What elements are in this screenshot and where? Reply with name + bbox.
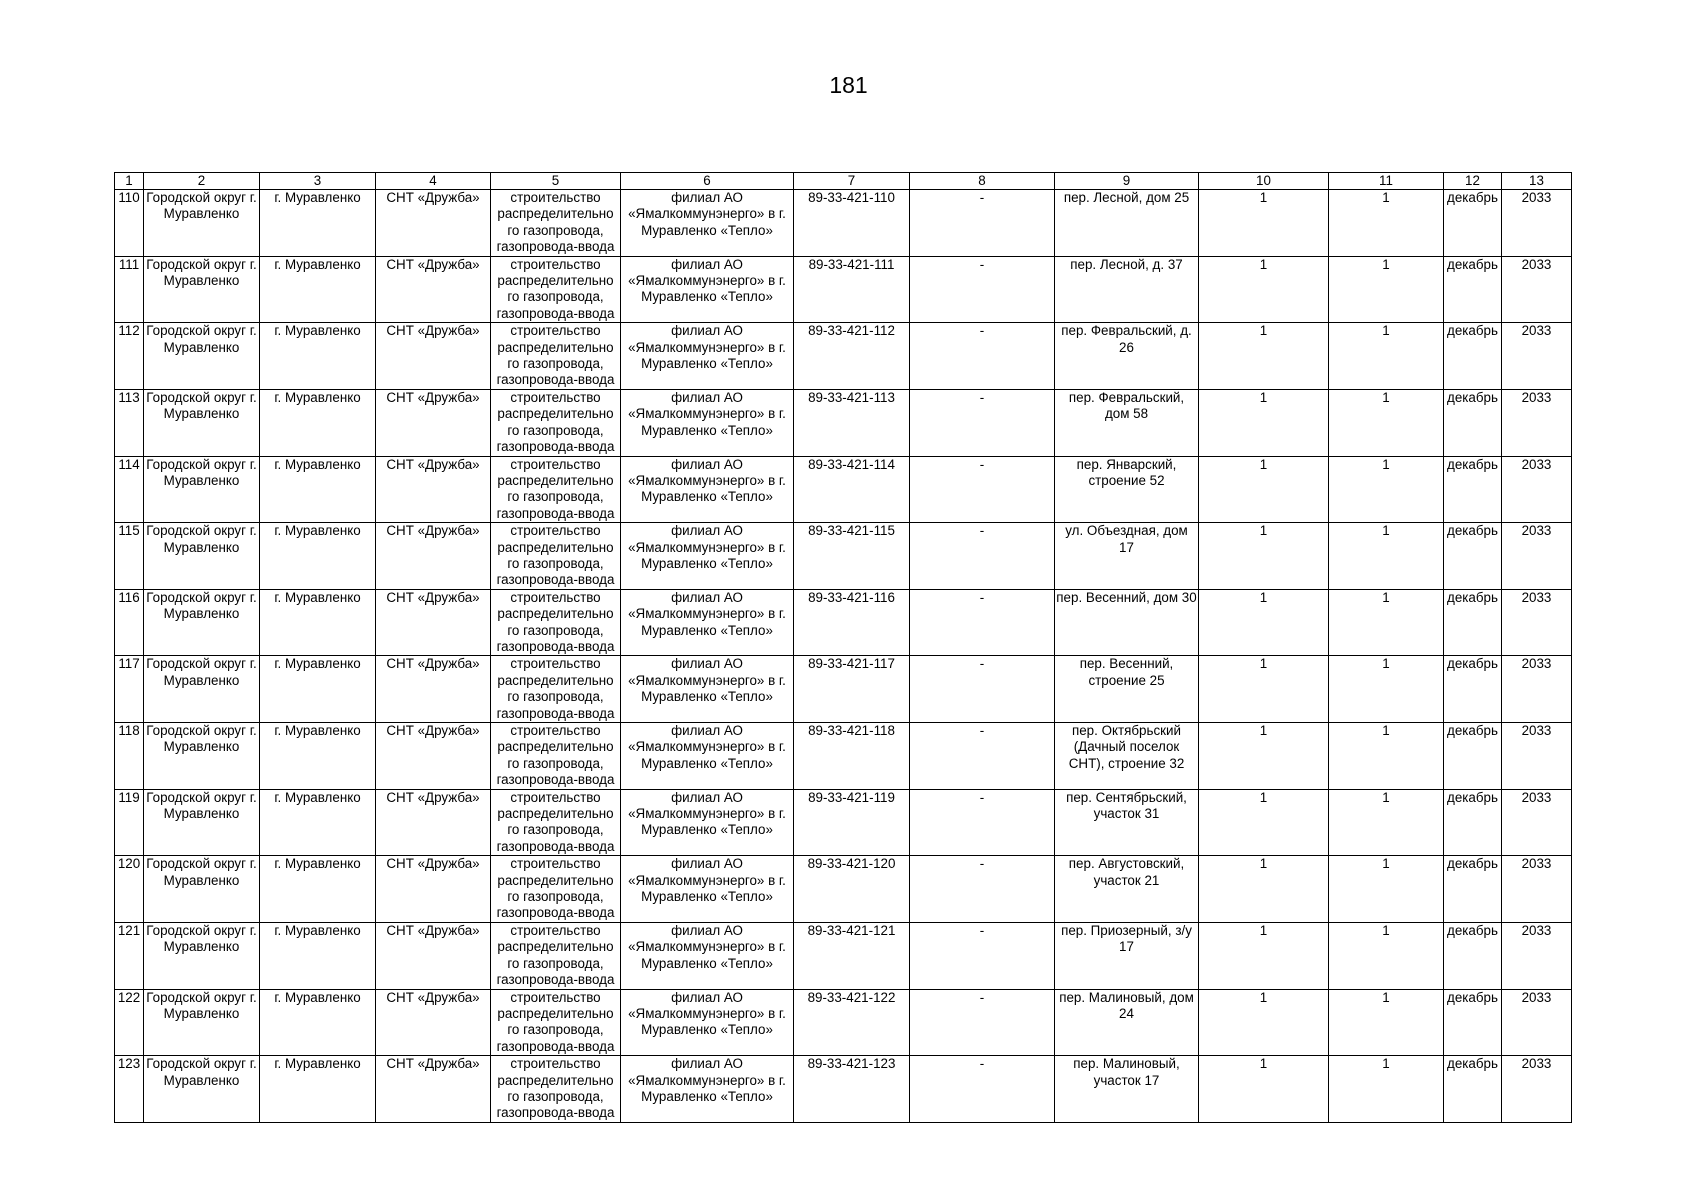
cell-address: пер. Октябрьский (Дачный поселок СНТ), строение 32 (1055, 723, 1199, 790)
table-row (115, 389, 1572, 456)
cell-row-number: 118 (115, 723, 144, 790)
cell-month: декабрь (1444, 523, 1502, 590)
cell-count-b: 1 (1329, 789, 1444, 856)
column-header: 11 (1329, 173, 1444, 190)
cell-object-code: 89-33-421-114 (794, 456, 910, 523)
cell-row-number: 121 (115, 922, 144, 989)
cell-city: г. Муравленко (260, 389, 376, 456)
header-row (115, 173, 1572, 190)
cell-settlement: СНТ «Дружба» (376, 323, 491, 390)
cell-work-type: строительство распределительно го газопровода, газопровода-ввода (491, 589, 621, 656)
cell-year: 2033 (1502, 856, 1572, 923)
cell-dash-cell: - (910, 589, 1055, 656)
cell-city: г. Муравленко (260, 922, 376, 989)
cell-row-number: 117 (115, 656, 144, 723)
cell-count-b: 1 (1329, 922, 1444, 989)
table-row (115, 323, 1572, 390)
column-header: 10 (1199, 173, 1329, 190)
cell-count-b: 1 (1329, 190, 1444, 257)
cell-dash-cell: - (910, 389, 1055, 456)
cell-year: 2033 (1502, 389, 1572, 456)
cell-settlement: СНТ «Дружба» (376, 922, 491, 989)
cell-count-b: 1 (1329, 1056, 1444, 1123)
cell-work-type: строительство распределительно го газопровода, газопровода-ввода (491, 656, 621, 723)
cell-address: пер. Февральский, дом 58 (1055, 389, 1199, 456)
column-header: 8 (910, 173, 1055, 190)
table-row (115, 656, 1572, 723)
cell-address: пер. Весенний, дом 30 (1055, 589, 1199, 656)
column-header: 12 (1444, 173, 1502, 190)
cell-month: декабрь (1444, 589, 1502, 656)
cell-row-number: 110 (115, 190, 144, 257)
cell-district: Городской округ г. Муравленко (144, 656, 260, 723)
cell-count-a: 1 (1199, 456, 1329, 523)
cell-dash-cell: - (910, 256, 1055, 323)
column-header: 6 (621, 173, 794, 190)
cell-count-b: 1 (1329, 723, 1444, 790)
cell-city: г. Муравленко (260, 190, 376, 257)
cell-object-code: 89-33-421-116 (794, 589, 910, 656)
registry-table (114, 172, 1572, 1123)
cell-city: г. Муравленко (260, 323, 376, 390)
cell-dash-cell: - (910, 1056, 1055, 1123)
cell-district: Городской округ г. Муравленко (144, 723, 260, 790)
cell-month: декабрь (1444, 456, 1502, 523)
table-row (115, 523, 1572, 590)
cell-count-a: 1 (1199, 789, 1329, 856)
cell-dash-cell: - (910, 856, 1055, 923)
column-header: 3 (260, 173, 376, 190)
cell-city: г. Муравленко (260, 456, 376, 523)
table-row (115, 589, 1572, 656)
table-header (115, 173, 1572, 190)
cell-row-number: 123 (115, 1056, 144, 1123)
cell-district: Городской округ г. Муравленко (144, 922, 260, 989)
cell-object-code: 89-33-421-123 (794, 1056, 910, 1123)
cell-settlement: СНТ «Дружба» (376, 256, 491, 323)
cell-address: пер. Лесной, дом 25 (1055, 190, 1199, 257)
cell-object-code: 89-33-421-110 (794, 190, 910, 257)
cell-count-a: 1 (1199, 723, 1329, 790)
table-row (115, 856, 1572, 923)
cell-object-code: 89-33-421-120 (794, 856, 910, 923)
cell-row-number: 114 (115, 456, 144, 523)
cell-district: Городской округ г. Муравленко (144, 523, 260, 590)
cell-month: декабрь (1444, 656, 1502, 723)
cell-organization: филиал АО «Ямалкоммунэнерго» в г. Муравленко «Тепло» (621, 190, 794, 257)
cell-address: пер. Малиновый, участок 17 (1055, 1056, 1199, 1123)
cell-organization: филиал АО «Ямалкоммунэнерго» в г. Муравленко «Тепло» (621, 723, 794, 790)
cell-row-number: 120 (115, 856, 144, 923)
cell-organization: филиал АО «Ямалкоммунэнерго» в г. Муравленко «Тепло» (621, 856, 794, 923)
cell-organization: филиал АО «Ямалкоммунэнерго» в г. Муравленко «Тепло» (621, 789, 794, 856)
cell-district: Городской округ г. Муравленко (144, 456, 260, 523)
cell-district: Городской округ г. Муравленко (144, 323, 260, 390)
cell-count-a: 1 (1199, 389, 1329, 456)
cell-organization: филиал АО «Ямалкоммунэнерго» в г. Муравленко «Тепло» (621, 523, 794, 590)
page-number: 181 (829, 72, 868, 98)
cell-dash-cell: - (910, 190, 1055, 257)
cell-row-number: 113 (115, 389, 144, 456)
cell-organization: филиал АО «Ямалкоммунэнерго» в г. Муравленко «Тепло» (621, 256, 794, 323)
cell-dash-cell: - (910, 523, 1055, 590)
cell-year: 2033 (1502, 789, 1572, 856)
cell-settlement: СНТ «Дружба» (376, 723, 491, 790)
cell-year: 2033 (1502, 256, 1572, 323)
cell-count-b: 1 (1329, 589, 1444, 656)
table-body (115, 190, 1572, 1123)
cell-dash-cell: - (910, 656, 1055, 723)
cell-month: декабрь (1444, 922, 1502, 989)
cell-month: декабрь (1444, 856, 1502, 923)
cell-count-a: 1 (1199, 922, 1329, 989)
cell-work-type: строительство распределительно го газопровода, газопровода-ввода (491, 856, 621, 923)
cell-year: 2033 (1502, 922, 1572, 989)
cell-year: 2033 (1502, 323, 1572, 390)
column-header: 13 (1502, 173, 1572, 190)
cell-object-code: 89-33-421-115 (794, 523, 910, 590)
cell-month: декабрь (1444, 1056, 1502, 1123)
cell-row-number: 119 (115, 789, 144, 856)
cell-settlement: СНТ «Дружба» (376, 523, 491, 590)
cell-dash-cell: - (910, 789, 1055, 856)
cell-city: г. Муравленко (260, 989, 376, 1056)
table-row (115, 256, 1572, 323)
cell-year: 2033 (1502, 989, 1572, 1056)
table-row (115, 1056, 1572, 1123)
cell-work-type: строительство распределительно го газопровода, газопровода-ввода (491, 190, 621, 257)
cell-dash-cell: - (910, 456, 1055, 523)
cell-address: пер. Приозерный, з/у 17 (1055, 922, 1199, 989)
cell-settlement: СНТ «Дружба» (376, 389, 491, 456)
cell-count-a: 1 (1199, 256, 1329, 323)
cell-count-a: 1 (1199, 190, 1329, 257)
cell-object-code: 89-33-421-113 (794, 389, 910, 456)
cell-count-b: 1 (1329, 856, 1444, 923)
cell-year: 2033 (1502, 523, 1572, 590)
cell-district: Городской округ г. Муравленко (144, 1056, 260, 1123)
table-row (115, 922, 1572, 989)
cell-object-code: 89-33-421-118 (794, 723, 910, 790)
cell-settlement: СНТ «Дружба» (376, 190, 491, 257)
cell-work-type: строительство распределительно го газопровода, газопровода-ввода (491, 389, 621, 456)
cell-count-a: 1 (1199, 856, 1329, 923)
cell-dash-cell: - (910, 323, 1055, 390)
cell-count-a: 1 (1199, 1056, 1329, 1123)
cell-month: декабрь (1444, 323, 1502, 390)
cell-object-code: 89-33-421-111 (794, 256, 910, 323)
cell-year: 2033 (1502, 456, 1572, 523)
cell-row-number: 116 (115, 589, 144, 656)
cell-city: г. Муравленко (260, 789, 376, 856)
cell-city: г. Муравленко (260, 856, 376, 923)
cell-count-b: 1 (1329, 389, 1444, 456)
cell-address: пер. Январский, строение 52 (1055, 456, 1199, 523)
cell-count-a: 1 (1199, 989, 1329, 1056)
cell-count-a: 1 (1199, 523, 1329, 590)
cell-settlement: СНТ «Дружба» (376, 989, 491, 1056)
column-header: 9 (1055, 173, 1199, 190)
cell-object-code: 89-33-421-117 (794, 656, 910, 723)
cell-address: пер. Августовский, участок 21 (1055, 856, 1199, 923)
cell-row-number: 115 (115, 523, 144, 590)
cell-work-type: строительство распределительно го газопровода, газопровода-ввода (491, 723, 621, 790)
cell-year: 2033 (1502, 723, 1572, 790)
cell-object-code: 89-33-421-121 (794, 922, 910, 989)
cell-organization: филиал АО «Ямалкоммунэнерго» в г. Муравленко «Тепло» (621, 589, 794, 656)
table-row (115, 456, 1572, 523)
cell-count-b: 1 (1329, 256, 1444, 323)
cell-row-number: 111 (115, 256, 144, 323)
cell-settlement: СНТ «Дружба» (376, 656, 491, 723)
cell-organization: филиал АО «Ямалкоммунэнерго» в г. Муравленко «Тепло» (621, 922, 794, 989)
cell-object-code: 89-33-421-122 (794, 989, 910, 1056)
cell-dash-cell: - (910, 989, 1055, 1056)
cell-count-b: 1 (1329, 523, 1444, 590)
cell-count-b: 1 (1329, 989, 1444, 1056)
cell-settlement: СНТ «Дружба» (376, 789, 491, 856)
cell-organization: филиал АО «Ямалкоммунэнерго» в г. Муравленко «Тепло» (621, 1056, 794, 1123)
cell-count-b: 1 (1329, 323, 1444, 390)
cell-month: декабрь (1444, 256, 1502, 323)
cell-work-type: строительство распределительно го газопровода, газопровода-ввода (491, 523, 621, 590)
table-row (115, 789, 1572, 856)
cell-organization: филиал АО «Ямалкоммунэнерго» в г. Муравленко «Тепло» (621, 456, 794, 523)
cell-work-type: строительство распределительно го газопровода, газопровода-ввода (491, 1056, 621, 1123)
cell-city: г. Муравленко (260, 723, 376, 790)
cell-city: г. Муравленко (260, 523, 376, 590)
cell-address: пер. Лесной, д. 37 (1055, 256, 1199, 323)
cell-dash-cell: - (910, 723, 1055, 790)
cell-work-type: строительство распределительно го газопровода, газопровода-ввода (491, 789, 621, 856)
cell-district: Городской округ г. Муравленко (144, 190, 260, 257)
cell-settlement: СНТ «Дружба» (376, 856, 491, 923)
cell-work-type: строительство распределительно го газопровода, газопровода-ввода (491, 323, 621, 390)
cell-work-type: строительство распределительно го газопровода, газопровода-ввода (491, 922, 621, 989)
cell-year: 2033 (1502, 656, 1572, 723)
cell-year: 2033 (1502, 589, 1572, 656)
cell-district: Городской округ г. Муравленко (144, 789, 260, 856)
cell-city: г. Муравленко (260, 656, 376, 723)
cell-settlement: СНТ «Дружба» (376, 456, 491, 523)
cell-district: Городской округ г. Муравленко (144, 856, 260, 923)
cell-address: пер. Февральский, д. 26 (1055, 323, 1199, 390)
cell-object-code: 89-33-421-112 (794, 323, 910, 390)
table-row (115, 190, 1572, 257)
cell-district: Городской округ г. Муравленко (144, 989, 260, 1056)
column-header: 2 (144, 173, 260, 190)
cell-year: 2033 (1502, 190, 1572, 257)
column-header: 1 (115, 173, 144, 190)
cell-district: Городской округ г. Муравленко (144, 589, 260, 656)
cell-district: Городской округ г. Муравленко (144, 256, 260, 323)
column-header: 7 (794, 173, 910, 190)
cell-address: пер. Малиновый, дом 24 (1055, 989, 1199, 1056)
cell-dash-cell: - (910, 922, 1055, 989)
cell-row-number: 122 (115, 989, 144, 1056)
cell-address: пер. Сентябрьский, участок 31 (1055, 789, 1199, 856)
cell-count-a: 1 (1199, 589, 1329, 656)
cell-row-number: 112 (115, 323, 144, 390)
cell-organization: филиал АО «Ямалкоммунэнерго» в г. Муравленко «Тепло» (621, 989, 794, 1056)
cell-work-type: строительство распределительно го газопровода, газопровода-ввода (491, 456, 621, 523)
cell-work-type: строительство распределительно го газопровода, газопровода-ввода (491, 256, 621, 323)
cell-organization: филиал АО «Ямалкоммунэнерго» в г. Муравленко «Тепло» (621, 323, 794, 390)
cell-city: г. Муравленко (260, 256, 376, 323)
cell-work-type: строительство распределительно го газопровода, газопровода-ввода (491, 989, 621, 1056)
column-header: 5 (491, 173, 621, 190)
cell-district: Городской округ г. Муравленко (144, 389, 260, 456)
cell-settlement: СНТ «Дружба» (376, 1056, 491, 1123)
cell-month: декабрь (1444, 723, 1502, 790)
cell-month: декабрь (1444, 190, 1502, 257)
column-header: 4 (376, 173, 491, 190)
cell-city: г. Муравленко (260, 1056, 376, 1123)
cell-month: декабрь (1444, 389, 1502, 456)
cell-address: пер. Весенний, строение 25 (1055, 656, 1199, 723)
cell-count-b: 1 (1329, 456, 1444, 523)
cell-year: 2033 (1502, 1056, 1572, 1123)
table-row (115, 989, 1572, 1056)
cell-organization: филиал АО «Ямалкоммунэнерго» в г. Муравленко «Тепло» (621, 656, 794, 723)
cell-month: декабрь (1444, 789, 1502, 856)
cell-city: г. Муравленко (260, 589, 376, 656)
cell-count-a: 1 (1199, 323, 1329, 390)
cell-count-a: 1 (1199, 656, 1329, 723)
cell-organization: филиал АО «Ямалкоммунэнерго» в г. Муравленко «Тепло» (621, 389, 794, 456)
cell-month: декабрь (1444, 989, 1502, 1056)
cell-address: ул. Объездная, дом 17 (1055, 523, 1199, 590)
table-row (115, 723, 1572, 790)
cell-settlement: СНТ «Дружба» (376, 589, 491, 656)
cell-object-code: 89-33-421-119 (794, 789, 910, 856)
cell-count-b: 1 (1329, 656, 1444, 723)
